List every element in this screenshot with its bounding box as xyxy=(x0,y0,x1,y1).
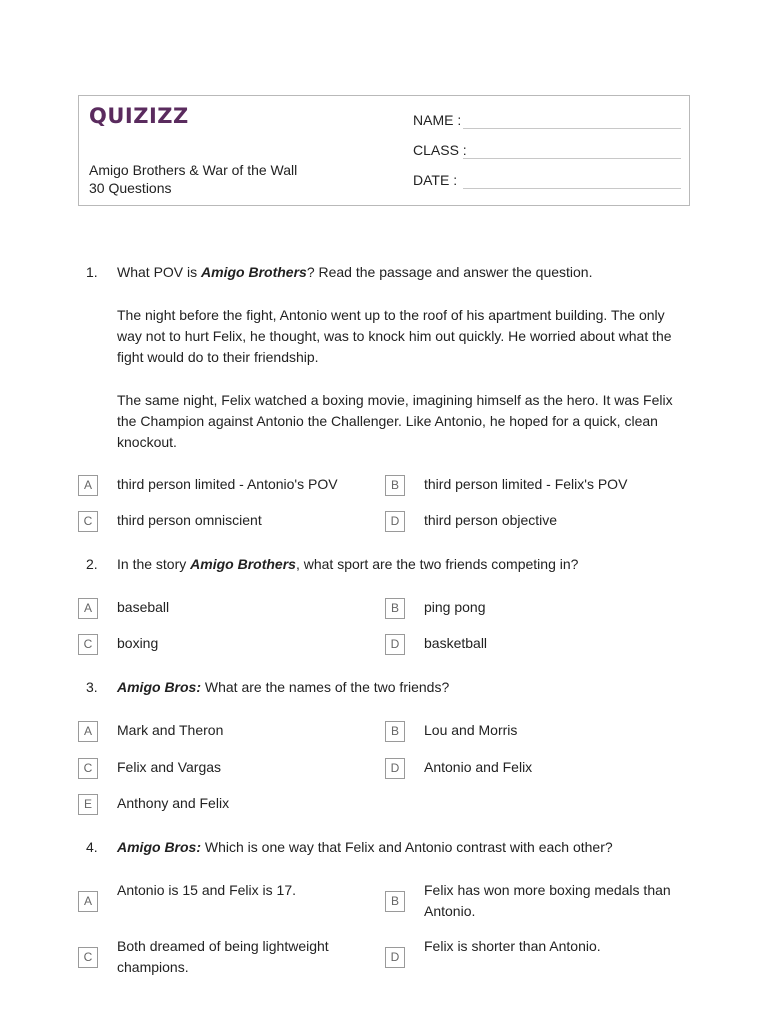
option-a-text: Mark and Theron xyxy=(117,722,224,738)
option-b-text: Felix has won more boxing medals than Antonio. xyxy=(424,882,671,919)
option-c-box[interactable]: C xyxy=(78,634,98,655)
option-a-box[interactable]: A xyxy=(78,721,98,742)
option-b-box[interactable]: B xyxy=(385,475,405,496)
option-b-box[interactable]: B xyxy=(385,891,405,912)
option-d-box[interactable]: D xyxy=(385,511,405,532)
question-number: 3. xyxy=(86,679,98,695)
question-count: 30 Questions xyxy=(89,180,172,196)
question-suffix: , what sport are the two friends competing in? xyxy=(295,556,579,572)
quizizz-logo: QUIZIZZ xyxy=(89,104,189,128)
name-label: NAME : xyxy=(413,112,462,128)
name-field[interactable] xyxy=(413,112,461,128)
question-number: 2. xyxy=(86,556,98,572)
name-line[interactable] xyxy=(463,128,681,129)
question-text xyxy=(117,264,592,280)
option-d-text: basketball xyxy=(424,635,488,651)
option-a-text: Antonio is 15 and Felix is 17. xyxy=(117,882,296,898)
passage-paragraph: The night before the fight, Antonio went up to the roof of his apartment building. The only way not to hurt Felix, he thought, was to knock him out quickly. He worried about what the fight would do to their friendship. xyxy=(117,307,672,365)
question-prefix: In the story xyxy=(117,556,191,572)
question-number: 1. xyxy=(86,264,98,280)
date-field[interactable] xyxy=(413,172,457,188)
option-a-box[interactable]: A xyxy=(78,598,98,619)
question-title: Amigo Brothers xyxy=(201,264,307,280)
option-d-box[interactable]: D xyxy=(385,758,405,779)
option-d-text: Antonio and Felix xyxy=(424,759,533,775)
option-c-text: third person omniscient xyxy=(117,512,262,528)
option-c-text: boxing xyxy=(117,635,159,651)
passage-paragraph: The same night, Felix watched a boxing movie, imagining himself as the hero. It was Felix the Champion against Antonio the Challenger. Like Antonio, he hoped for a quick, clean knockout. xyxy=(117,392,673,450)
option-d-text: Felix is shorter than Antonio. xyxy=(424,938,601,954)
option-e-box[interactable]: E xyxy=(78,794,98,815)
option-a-text: third person limited - Antonio's POV xyxy=(117,476,338,492)
question-number: 4. xyxy=(86,839,98,855)
question-text xyxy=(117,556,578,572)
class-field[interactable] xyxy=(413,142,467,158)
option-a-text: baseball xyxy=(117,599,170,615)
option-b-text: ping pong xyxy=(424,599,486,615)
question-suffix: Which is one way that Felix and Antonio contrast with each other? xyxy=(201,839,613,855)
worksheet-title: Amigo Brothers & War of the Wall xyxy=(89,162,298,178)
option-c-text: Felix and Vargas xyxy=(117,759,222,775)
option-e-text: Anthony and Felix xyxy=(117,795,230,811)
option-d-text: third person objective xyxy=(424,512,558,528)
option-c-box[interactable]: C xyxy=(78,511,98,532)
option-b-box[interactable]: B xyxy=(385,598,405,619)
date-line[interactable] xyxy=(463,188,681,189)
question-title: Amigo Bros: xyxy=(117,839,201,855)
option-b-box[interactable]: B xyxy=(385,721,405,742)
option-d-box[interactable]: D xyxy=(385,634,405,655)
question-text xyxy=(117,839,613,855)
option-b-text: Lou and Morris xyxy=(424,722,518,738)
option-c-text: Both dreamed of being lightweight champions. xyxy=(117,938,329,975)
class-label: CLASS : xyxy=(413,142,467,158)
date-label: DATE : xyxy=(413,172,458,188)
option-a-box[interactable]: A xyxy=(78,475,98,496)
option-b-text: third person limited - Felix's POV xyxy=(424,476,628,492)
option-a-box[interactable]: A xyxy=(78,891,98,912)
question-suffix: ? Read the passage and answer the question. xyxy=(306,264,593,280)
option-c-box[interactable]: C xyxy=(78,947,98,968)
question-prefix: What POV is xyxy=(117,264,202,280)
worksheet-header xyxy=(78,95,690,206)
question-text xyxy=(117,679,449,695)
class-line[interactable] xyxy=(463,158,681,159)
question-title: Amigo Brothers xyxy=(190,556,296,572)
question-title: Amigo Bros: xyxy=(117,679,201,695)
question-suffix: What are the names of the two friends? xyxy=(201,679,450,695)
option-c-box[interactable]: C xyxy=(78,758,98,779)
option-d-box[interactable]: D xyxy=(385,947,405,968)
